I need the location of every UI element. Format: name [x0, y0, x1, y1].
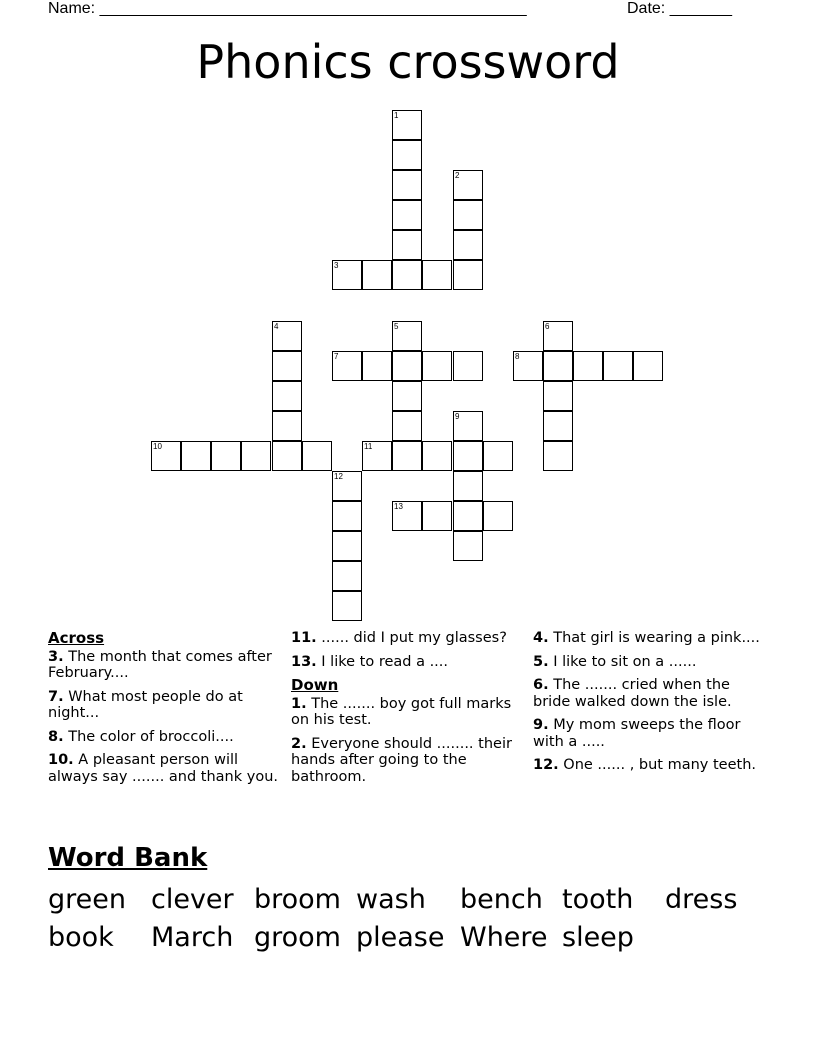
- crossword-cell[interactable]: [272, 351, 302, 381]
- crossword-cell[interactable]: [272, 321, 302, 351]
- crossword-cell[interactable]: [181, 441, 211, 471]
- clue-number: 10: [153, 442, 162, 451]
- crossword-cell[interactable]: [422, 351, 452, 381]
- crossword-cell[interactable]: [633, 351, 663, 381]
- crossword-cell[interactable]: [272, 441, 302, 471]
- clue-item: 11. ...... did I put my glasses?: [291, 630, 507, 646]
- clue-item: 4. That girl is wearing a pink....: [533, 630, 760, 646]
- clue-item: 7. What most people do at night...: [48, 688, 243, 721]
- crossword-cell[interactable]: [392, 441, 422, 471]
- word-bank-item: broom: [254, 884, 341, 915]
- crossword-cell[interactable]: [392, 140, 422, 170]
- crossword-cell[interactable]: [422, 501, 452, 531]
- crossword-cell[interactable]: [422, 441, 452, 471]
- crossword-cell[interactable]: [392, 260, 422, 290]
- crossword-cell[interactable]: [392, 200, 422, 230]
- crossword-cell[interactable]: [453, 531, 483, 561]
- clue-number: 9: [455, 412, 460, 421]
- word-bank-item: tooth: [562, 884, 634, 915]
- word-bank-item: green: [48, 884, 126, 915]
- word-bank-item: sleep: [562, 922, 634, 953]
- crossword-cell[interactable]: [392, 170, 422, 200]
- crossword-cell[interactable]: [332, 351, 362, 381]
- word-bank-item: book: [48, 922, 114, 953]
- crossword-cell[interactable]: [332, 260, 362, 290]
- crossword-cell[interactable]: [453, 170, 483, 200]
- crossword-cell[interactable]: [332, 471, 362, 501]
- clue-number: 7: [334, 352, 339, 361]
- across-heading: Across: [48, 629, 105, 647]
- crossword-cell[interactable]: [392, 110, 422, 140]
- date-field-label: Date: _______: [627, 0, 732, 17]
- crossword-cell[interactable]: [453, 200, 483, 230]
- word-bank-item: clever: [151, 884, 234, 915]
- clue-number: 3: [334, 261, 339, 270]
- page-title: Phonics crossword: [196, 35, 620, 89]
- crossword-cell[interactable]: [392, 381, 422, 411]
- crossword-cell[interactable]: [453, 351, 483, 381]
- crossword-cell[interactable]: [483, 501, 513, 531]
- clue-item: 9. My mom sweeps the floor with a .....: [533, 717, 741, 750]
- clues-column-3: [533, 630, 763, 781]
- clue-number: 1: [394, 111, 399, 120]
- crossword-cell[interactable]: [362, 441, 392, 471]
- clue-number: 4: [274, 322, 279, 331]
- crossword-cell[interactable]: [151, 441, 181, 471]
- crossword-cell[interactable]: [543, 411, 573, 441]
- word-bank-item: Where: [460, 922, 548, 953]
- crossword-cell[interactable]: [392, 321, 422, 351]
- crossword-cell[interactable]: [362, 351, 392, 381]
- clue-number: 5: [394, 322, 399, 331]
- crossword-cell[interactable]: [392, 230, 422, 260]
- crossword-cell[interactable]: [392, 411, 422, 441]
- crossword-cell[interactable]: [362, 260, 392, 290]
- crossword-cell[interactable]: [483, 441, 513, 471]
- crossword-cell[interactable]: [332, 561, 362, 591]
- word-bank-item: wash: [356, 884, 426, 915]
- crossword-cell[interactable]: [453, 471, 483, 501]
- crossword-cell[interactable]: [422, 260, 452, 290]
- clue-item: 10. A pleasant person will always say ....... and thank you.: [48, 752, 279, 785]
- crossword-cell[interactable]: [392, 501, 422, 531]
- clue-number: 6: [545, 322, 550, 331]
- clue-item: 5. I like to sit on a ......: [533, 653, 697, 670]
- crossword-cell[interactable]: [513, 351, 543, 381]
- clue-item: 13. I like to read a ....: [291, 653, 449, 670]
- clues-column-1: [48, 630, 278, 792]
- clue-number: 11: [364, 442, 373, 451]
- clues-column-2: [291, 630, 521, 792]
- down-heading: Down: [291, 676, 339, 694]
- word-bank-title: Word Bank: [48, 843, 208, 873]
- crossword-cell[interactable]: [332, 531, 362, 561]
- clue-item: 1. The ....... boy got full marks on his test.: [291, 695, 512, 728]
- crossword-cell[interactable]: [332, 501, 362, 531]
- clue-item: 6. The ....... cried when the bride walked down the isle.: [533, 677, 732, 710]
- crossword-cell[interactable]: [272, 381, 302, 411]
- crossword-cell[interactable]: [573, 351, 603, 381]
- crossword-cell[interactable]: [453, 260, 483, 290]
- word-bank-item: please: [356, 922, 445, 953]
- crossword-cell[interactable]: [543, 381, 573, 411]
- crossword-cell[interactable]: [543, 351, 573, 381]
- crossword-cell[interactable]: [241, 441, 271, 471]
- name-field-label: Name: ________________________________________________: [48, 0, 527, 17]
- clue-number: 13: [394, 502, 403, 511]
- clue-item: 2. Everyone should ........ their hands after going to the bathroom.: [291, 735, 512, 785]
- clue-item: 3. The month that comes after February....: [48, 648, 272, 681]
- crossword-cell[interactable]: [302, 441, 332, 471]
- crossword-cell[interactable]: [453, 441, 483, 471]
- word-bank-item: groom: [254, 922, 341, 953]
- word-bank-item: bench: [460, 884, 543, 915]
- clue-number: 2: [455, 171, 460, 180]
- clue-number: 12: [334, 472, 343, 481]
- crossword-cell[interactable]: [603, 351, 633, 381]
- crossword-cell[interactable]: [453, 230, 483, 260]
- crossword-cell[interactable]: [392, 351, 422, 381]
- clue-item: 12. One ...... , but many teeth.: [533, 757, 757, 773]
- clue-item: 8. The color of broccoli....: [48, 728, 234, 745]
- crossword-cell[interactable]: [453, 501, 483, 531]
- crossword-cell[interactable]: [543, 441, 573, 471]
- crossword-cell[interactable]: [543, 321, 573, 351]
- word-bank-item: dress: [665, 884, 738, 915]
- clue-number: 8: [515, 352, 520, 361]
- crossword-cell[interactable]: [272, 411, 302, 441]
- crossword-cell[interactable]: [332, 591, 362, 621]
- word-bank-item: March: [151, 922, 234, 953]
- crossword-cell[interactable]: [211, 441, 241, 471]
- crossword-cell[interactable]: [453, 411, 483, 441]
